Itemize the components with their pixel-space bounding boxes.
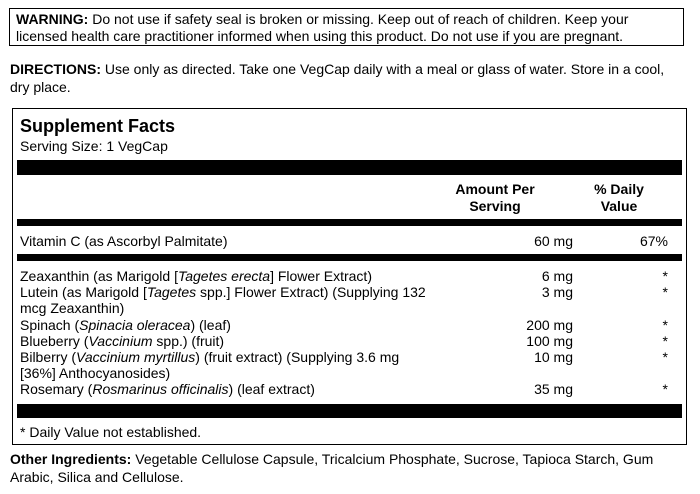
ingredient-name: [36%] Anthocyanosides) (20, 365, 171, 381)
vitamin-c-row (20, 233, 675, 249)
ingredient-name: Blueberry ( (20, 333, 89, 349)
ingredient-amount: 10 mg (534, 349, 573, 365)
ingredient-amount: 200 mg (526, 317, 573, 333)
ingredient-name: Spinach ( (20, 317, 80, 333)
medium-divider (17, 219, 682, 226)
dv-header-line1: % Daily (594, 181, 644, 197)
other-ingredients (10, 450, 690, 486)
amount-header (433, 181, 557, 215)
ingredient-row (20, 333, 675, 349)
footnote: * Daily Value not established. (20, 424, 202, 440)
ingredient-dv: * (662, 381, 668, 397)
other-ingredients-text: Vegetable Cellulose Capsule, Tricalcium Phosphate, Sucrose, Tapioca Starch, Gum Arabic, Silica and Cellulose. (10, 451, 654, 485)
ingredient-dv: * (662, 284, 668, 300)
warning-label: WARNING: (16, 11, 89, 27)
ingredient-name: mcg Zeaxanthin) (20, 300, 125, 316)
ingredient-row (20, 349, 675, 365)
ingredient-dv: * (662, 333, 668, 349)
ingredient-latin: Tagetes (146, 284, 197, 300)
ingredient-row (20, 268, 675, 284)
ingredient-name: Zeaxanthin (as Marigold [ (20, 268, 178, 284)
ingredient-row (20, 284, 675, 300)
ingredient-amount: 100 mg (526, 333, 573, 349)
nutrient-amount: 60 mg (534, 233, 573, 249)
ingredient-latin: Rosmarinus officinalis (92, 381, 229, 397)
ingredient-part: spp.) (fruit) (152, 333, 225, 349)
ingredient-part: ) (fruit extract) (Supplying 3.6 mg (195, 349, 400, 365)
ingredient-part: ] Flower Extract) (270, 268, 372, 284)
other-ingredients-label: Other Ingredients: (10, 451, 132, 467)
amount-header-line1: Amount Per (455, 181, 535, 197)
thick-divider-top (17, 160, 682, 175)
serving-size: Serving Size: 1 VegCap (20, 138, 168, 154)
dv-header (577, 181, 661, 215)
ingredient-amount: 6 mg (541, 268, 573, 284)
ingredient-row (20, 381, 675, 397)
medium-divider-2 (17, 254, 682, 261)
thick-divider-bottom (17, 404, 682, 418)
ingredient-name: Rosemary ( (20, 381, 93, 397)
ingredient-latin: Vaccinium (88, 333, 153, 349)
ingredient-row (20, 317, 675, 333)
ingredient-latin: Vaccinium myrtillus (76, 349, 196, 365)
ingredient-name: Bilberry ( (20, 349, 77, 365)
dv-header-line2: Value (600, 198, 638, 214)
warning-text: Do not use if safety seal is broken or missing. Keep out of reach of children. Keep your licensed health care practitioner informed when using this product. Do not use if you are pregnant. (16, 11, 629, 44)
directions (10, 60, 686, 96)
supplement-facts-panel (12, 108, 687, 445)
ingredient-dv: * (662, 268, 668, 284)
directions-text: Use only as directed. Take one VegCap daily with a meal or glass of water. Store in a cool, dry place. (10, 61, 665, 95)
ingredient-name: Lutein (as Marigold [ (20, 284, 147, 300)
ingredient-part: ) (leaf extract) (228, 381, 315, 397)
directions-label: DIRECTIONS: (10, 61, 101, 77)
warning-box (9, 8, 684, 46)
ingredient-dv: * (662, 317, 668, 333)
ingredient-row-continued (20, 300, 675, 316)
ingredient-dv: * (662, 349, 668, 365)
nutrient-dv: 67% (639, 233, 668, 249)
ingredient-row-continued (20, 365, 675, 381)
ingredient-latin: Tagetes erecta (177, 268, 271, 284)
amount-header-line2: Serving (469, 198, 521, 214)
nutrient-name: Vitamin C (as Ascorbyl Palmitate) (20, 233, 228, 249)
ingredient-part: ) (leaf) (190, 317, 231, 333)
ingredient-latin: Spinacia oleracea (79, 317, 191, 333)
ingredient-amount: 3 mg (541, 284, 573, 300)
ingredient-part: spp.] Flower Extract) (Supplying 132 (196, 284, 426, 300)
facts-title: Supplement Facts (20, 116, 176, 136)
ingredient-amount: 35 mg (534, 381, 573, 397)
